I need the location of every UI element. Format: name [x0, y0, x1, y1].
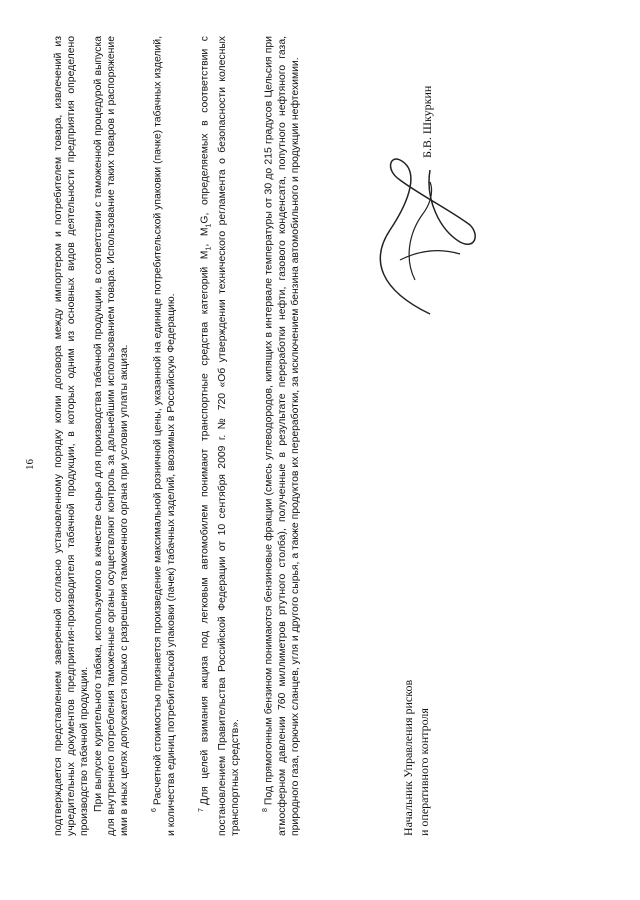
footnote-text: Расчетной стоимостью признается произведение максимальной розничной цены, указанной на единице потребительской упаковки (пачке) табачных изделий, и количества единиц потребительской упаковки (пачек) табачных изделий, ввозимых в Российскую Федерацию.: [152, 36, 177, 836]
signatory-name: Б.В. Шкуркин: [420, 85, 434, 158]
page-number: 16: [24, 459, 36, 470]
footnote-number: 7: [198, 808, 206, 812]
footnote-number: 6: [151, 808, 159, 812]
footnote-text-part: Для целей взимания акциза под легковым автомобилем понимают транспортные средства категорий M: [199, 250, 211, 806]
footnote-number: 8: [262, 808, 270, 812]
footnote-text: Под прямогонным бензином понимаются бензиновые фракции (смесь углеводородов, кипящих в интервале температуры от 30 до 215 градусов Цельсия при атмосферном давлении 760 миллиметров ртутного столба), полученные в результате переработки нефти, газового конденсата, попутного нефтяного газа, природного газа, горючих сланцев, угля и другого сырья, а также продуктов их переработки, за исключением бензина автомобильного и продукции нефтехимии.: [263, 36, 302, 836]
footnote-text-part: , M: [199, 227, 211, 247]
subscript-1: 1: [205, 246, 213, 251]
document-body: [52, 36, 302, 836]
paragraph-tobacco-release: При выпуске курительного табака, используемого в качестве сырья для производства табачной продукции, в соответствии с таможенной процедурой выпуска для внутреннего потребления таможенные органы осуществляют контроль за дальнейшим использованием товара. Использование таких товаров и распоряжение ими в иных целях допускается только с разрешения таможенного органа при условии уплаты акциза.: [92, 36, 131, 836]
footnote-8: [259, 36, 302, 836]
signatory-title-line2: и оперативного контроля: [417, 708, 431, 836]
paragraph-continuation: подтверждается представлением заверенной согласно установленному порядку копии договора между импортером и потребителем товара, извлечений из учредительных документов предприятия-производителя табачной продукции, в которых одним из основных видов деятельности предприятия определено производство табачной продукции.: [53, 36, 91, 836]
signatory-title: [400, 680, 432, 836]
signatory-title-line1: Начальник Управления рисков: [401, 679, 415, 836]
subscript-1: 1: [205, 223, 213, 228]
handwritten-signature: [360, 150, 490, 320]
footnote-text-part: G, определяемых в соответствии с постановлением Правительства Российской Федерации от 10 сентября 2009 г. № 720 «Об утверждении технического регламента о безопасности колесных транспортных средств».: [199, 35, 242, 836]
footnote-6: [148, 36, 178, 836]
footnote-7: [195, 36, 242, 836]
